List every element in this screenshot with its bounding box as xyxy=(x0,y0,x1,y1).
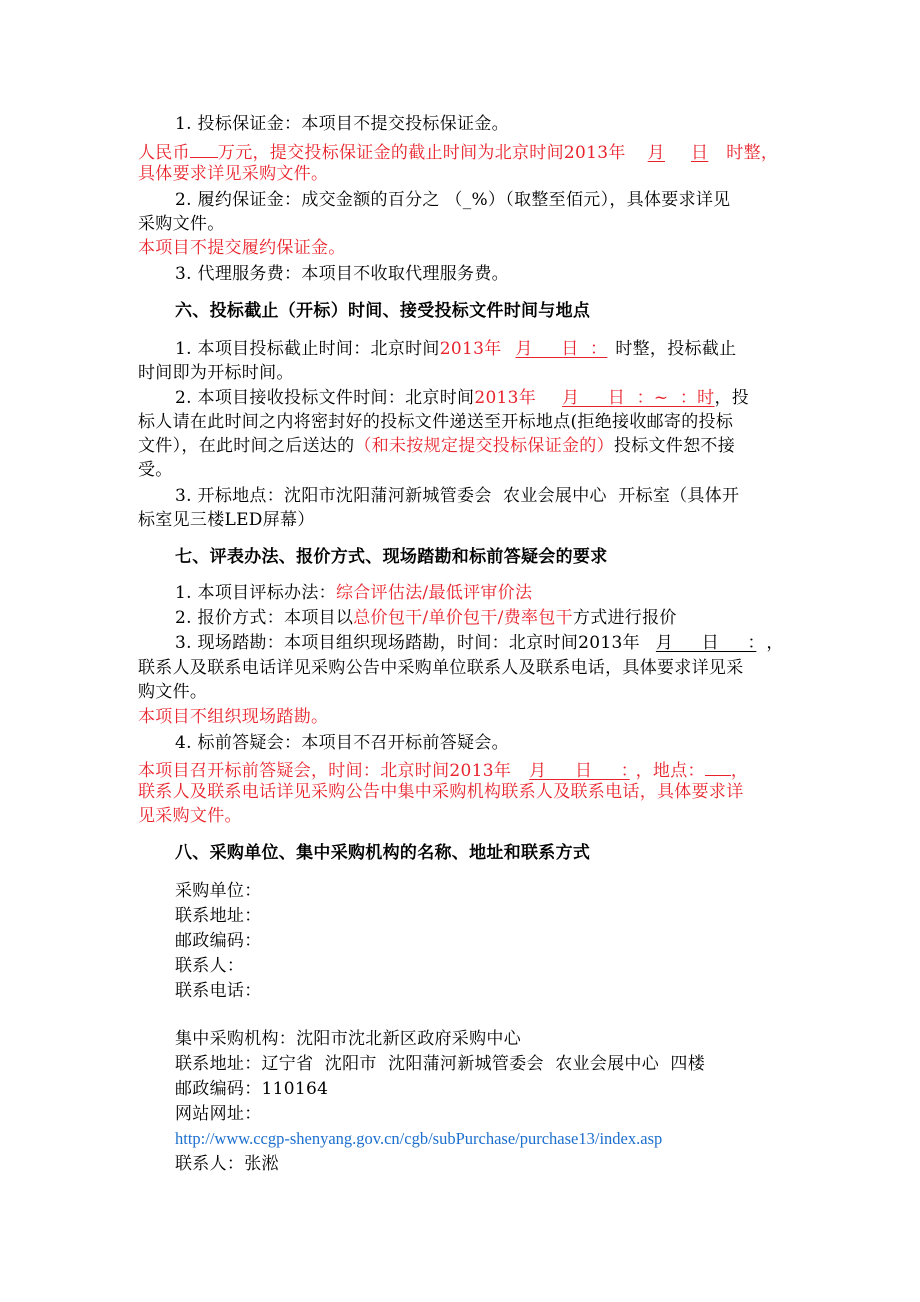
performance-bond-line: 2. 履约保证金：成交金额的百分之 （_%）（取整至佰元），具体要求详见 xyxy=(175,190,731,210)
deposit-red-line: 人民币 万元，提交投标保证金的截止时间为北京时间2013年 月 日 时整， xyxy=(138,138,778,162)
section-7-heading: 七、评表办法、报价方式、现场踏勘和标前答疑会的要求 xyxy=(175,547,608,567)
buyer-zip-label: 邮政编码： xyxy=(175,931,262,951)
performance-bond-cont: 采购文件。 xyxy=(138,214,225,234)
opening-place-line: 3. 开标地点：沈阳市沈阳蒲河新城管委会 农业会展中心 开标室（具体开 xyxy=(175,486,740,506)
buyer-unit-label: 采购单位： xyxy=(175,881,262,901)
receive-time-line3: 文件），在此时间之后送达的（和未按规定提交投标保证金的）投标文件恕不接 xyxy=(138,436,736,456)
deadline-line: 1. 本项目投标截止时间：北京时间2013年 月 日 ： 时整，投标截止 xyxy=(175,339,737,359)
section-8-heading: 八、采购单位、集中采购机构的名称、地址和联系方式 xyxy=(175,843,591,863)
agency-website-link[interactable]: http://www.ccgp-shenyang.gov.cn/cgb/subPurchase/purchase13/index.asp xyxy=(175,1129,663,1148)
buyer-phone-label: 联系电话： xyxy=(175,981,262,1001)
site-visit-line2: 联系人及联系电话详见采购公告中采购单位联系人及联系电话，具体要求详见采 xyxy=(138,658,744,678)
agency-name-line: 集中采购机构：沈阳市沈北新区政府采购中心 xyxy=(175,1029,521,1049)
evaluation-method-line: 1. 本项目评标办法：综合评估法/最低评审价法 xyxy=(175,583,533,603)
deadline-cont: 时间即为开标时间。 xyxy=(138,363,294,383)
agency-website-label: 网站网址： xyxy=(175,1104,262,1124)
buyer-address-label: 联系地址： xyxy=(175,906,262,926)
agency-fee-line: 3. 代理服务费：本项目不收取代理服务费。 xyxy=(175,264,509,284)
qa-meeting-red-line2: 联系人及联系电话详见采购公告中集中采购机构联系人及联系电话，具体要求详 xyxy=(138,782,744,802)
opening-place-cont: 标室见三楼LED屏幕） xyxy=(138,510,315,530)
site-visit-line3: 购文件。 xyxy=(138,682,208,702)
agency-address-line: 联系地址：辽宁省 沈阳市 沈阳蒲河新城管委会 农业会展中心 四楼 xyxy=(175,1054,706,1074)
qa-meeting-line: 4. 标前答疑会：本项目不召开标前答疑会。 xyxy=(175,733,509,753)
receive-time-line: 2. 本项目接收投标文件时间：北京时间2013年 月 日 ：~ ：时，投 xyxy=(175,388,750,408)
agency-zip-line: 邮政编码：110164 xyxy=(175,1079,329,1099)
performance-bond-red: 本项目不提交履约保证金。 xyxy=(138,238,346,258)
site-visit-line: 3. 现场踏勘：本项目组织现场踏勘，时间：北京时间2013年 月 日 ： ， xyxy=(175,633,784,653)
qa-meeting-red-line3: 见采购文件。 xyxy=(138,806,242,826)
receive-time-line4: 受。 xyxy=(138,460,173,480)
site-visit-red: 本项目不组织现场踏勘。 xyxy=(138,707,329,727)
quote-method-line: 2. 报价方式：本项目以总价包干/单价包干/费率包干方式进行报价 xyxy=(175,608,677,628)
receive-time-line2: 标人请在此时间之内将密封好的投标文件递送至开标地点(拒绝接收邮寄的投标 xyxy=(138,412,734,432)
buyer-contact-label: 联系人： xyxy=(175,956,245,976)
section-6-heading: 六、投标截止（开标）时间、接受投标文件时间与地点 xyxy=(175,301,591,321)
qa-meeting-red-line: 本项目召开标前答疑会，时间：北京时间2013年 月 日 ： ，地点： ， xyxy=(138,756,748,780)
deposit-line: 1. 投标保证金：本项目不提交投标保证金。 xyxy=(175,114,509,134)
agency-contact-line: 联系人：张淞 xyxy=(175,1154,279,1174)
deposit-red-line2: 具体要求详见采购文件。 xyxy=(138,164,329,184)
